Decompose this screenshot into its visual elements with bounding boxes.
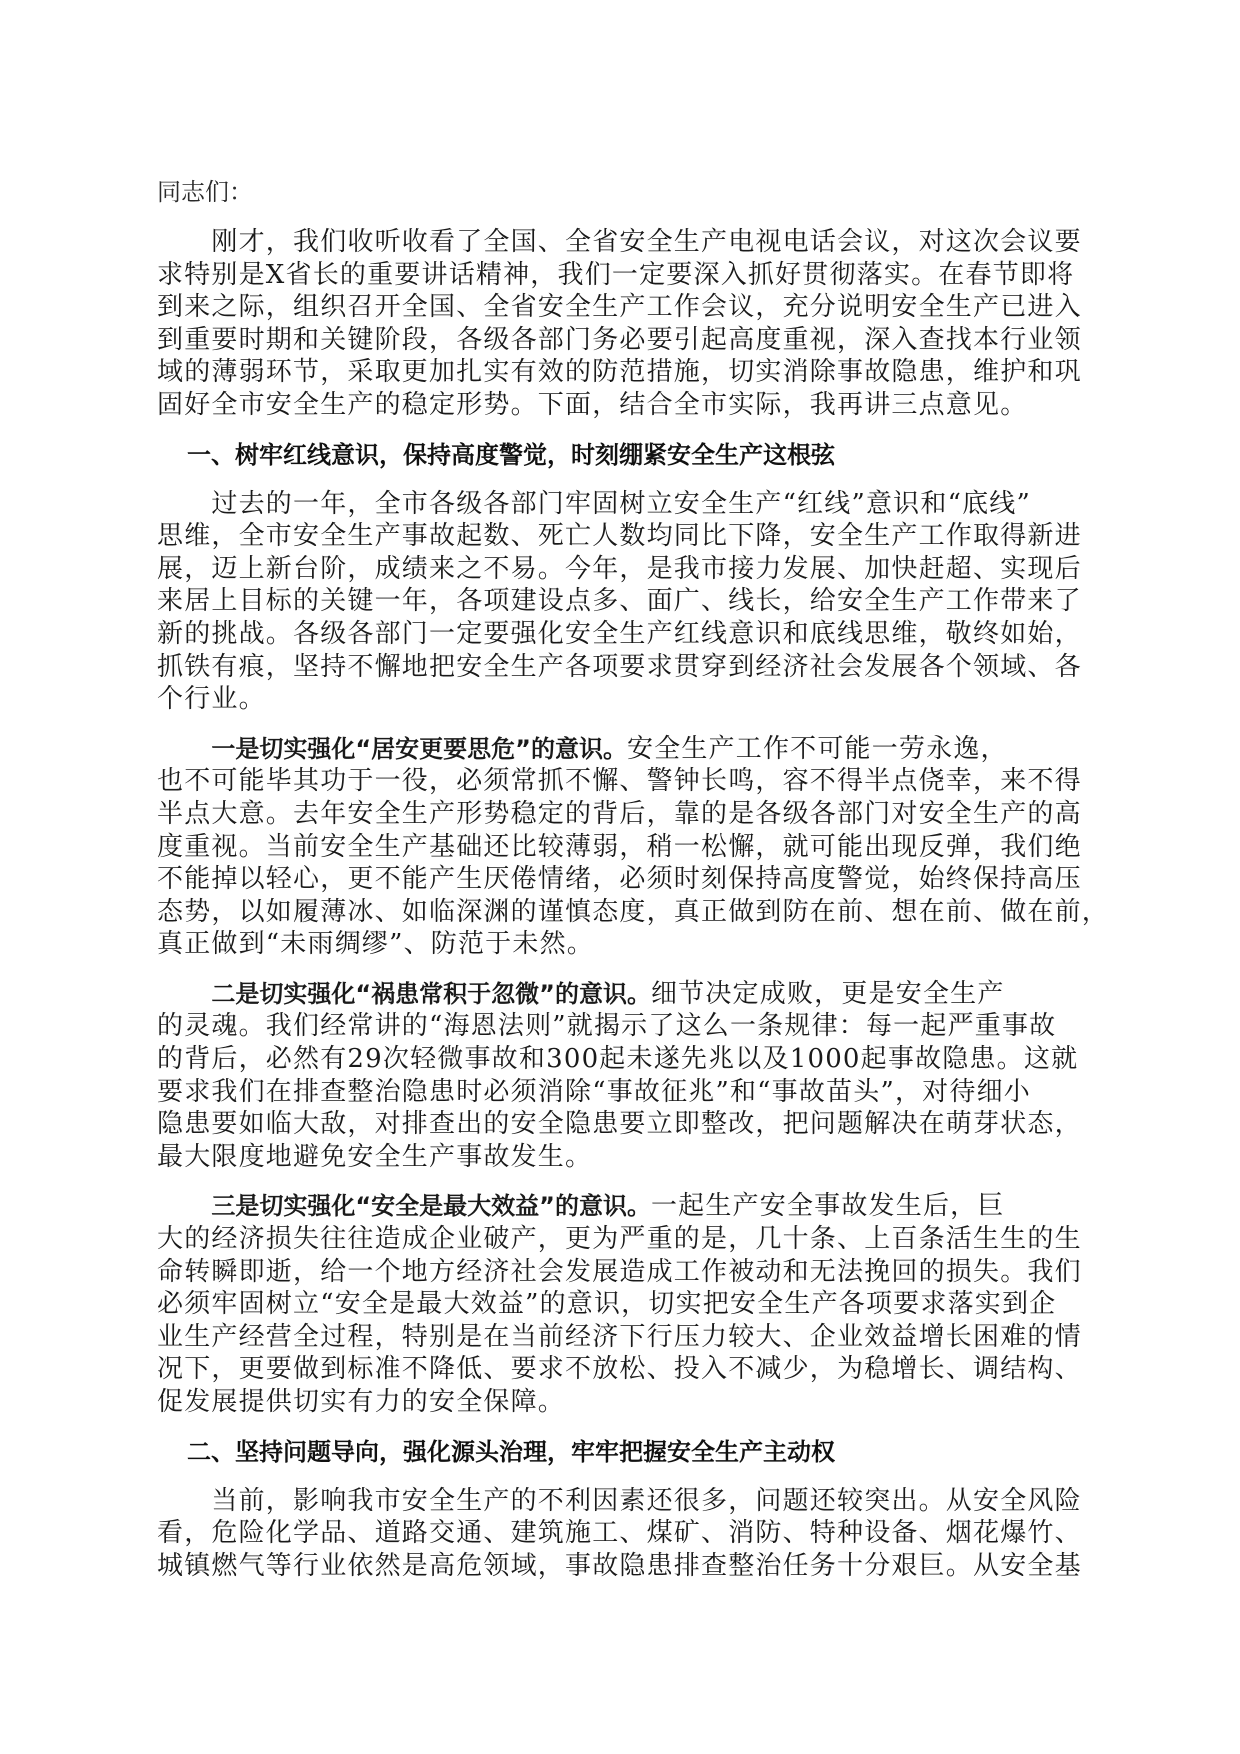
paragraph-line: 大的经济损失往往造成企业破产，更为严重的是，几十条、上百条活生生的生 [157,1224,1082,1255]
paragraph-line: 度重视。当前安全生产基础还比较薄弱，稍一松懈，就可能出现反弹，我们绝 [157,831,1082,862]
paragraph-line: 半点大意。去年安全生产形势稳定的背后，靠的是各级各部门对安全生产的高 [157,798,1082,829]
paragraph-line: 到来之际，组织召开全国、全省安全生产工作会议，充分说明安全生产已进入 [157,292,1082,323]
document-body [157,176,1110,1599]
paragraph-line: 来居上目标的关键一年，各项建设点多、面广、线长，给安全生产工作带来了 [157,586,1082,617]
section-heading: 一、树牢红线意识，保持高度警觉，时刻绷紧安全生产这根弦 [187,440,835,469]
paragraph-line: 求特别是X省长的重要讲话精神，我们一定要深入抓好贯彻落实。在春节即将 [157,259,1075,290]
paragraph-line: 促发展提供切实有力的安全保障。 [157,1387,566,1417]
paragraph-line: 隐患要如临大敌，对排查出的安全隐患要立即整改，把问题解决在萌芽状态， [157,1109,1082,1140]
paragraph-line [157,978,1047,1011]
paragraph-line: 刚才，我们收听收看了全国、全省安全生产电视电话会议，对这次会议要 [157,227,1082,257]
paragraph-line: 也不可能毕其功于一役，必须常抓不懈、警钟长鸣，容不得半点侥幸，来不得 [157,766,1082,797]
paragraph-line: 城镇燃气等行业依然是高危领域，事故隐患排查整治任务十分艰巨。从安全基 [157,1550,1082,1581]
paragraph [157,226,1082,422]
paragraph-line [157,1190,1047,1223]
paragraph-lead: 二是切实强化“祸患常积于忽微”的意识。 [211,979,651,1008]
paragraph [157,488,1082,716]
paragraph-line: 态势，以如履薄冰、如临深渊的谨慎态度，真正做到防在前、想在前、做在前， [157,896,1110,927]
paragraph-line: 新的挑战。各级各部门一定要强化安全生产红线意识和底线思维，敬终如始， [157,618,1082,649]
paragraph-lead: 一是切实强化“居安更要思危”的意识。 [211,734,627,763]
paragraph-line: 看，危险化学品、道路交通、建筑施工、煤矿、消防、特种设备、烟花爆竹、 [157,1518,1082,1549]
paragraph-line: 必须牢固树立“安全是最大效益”的意识，切实把安全生产各项要求落实到企 [157,1289,1057,1320]
paragraph-line: 到重要时期和关键阶段，各级各部门务必要引起高度重视，深入查找本行业领 [157,324,1082,355]
paragraph [157,1485,1082,1583]
paragraph-lead: 三是切实强化“安全是最大效益”的意识。 [211,1192,651,1221]
paragraph-line: 过去的一年，全市各级各部门牢固树立安全生产“红线”意识和“底线” [157,488,1031,519]
paragraph [157,733,1110,961]
paragraph-line: 况下，更要做到标准不降低、要求不放松、投入不减少，为稳增长、调结构、 [157,1354,1082,1385]
paragraph-line: 当前，影响我市安全生产的不利因素还很多，问题还较突出。从安全风险 [157,1485,1082,1516]
paragraph-line [157,733,1047,766]
paragraph-line: 展，迈上新台阶，成绩来之不易。今年，是我市接力发展、加快赶超、实现后 [157,553,1082,584]
paragraph-line: 的灵魂。我们经常讲的“海恩法则”就揭示了这么一条规律：每一起严重事故 [157,1011,1057,1042]
paragraph-line: 最大限度地避免安全生产事故发生。 [157,1141,593,1172]
paragraph-text: 一起生产安全事故发生后，巨 [650,1191,1005,1222]
paragraph-line: 真正做到“未雨绸缪”、防范于未然。 [157,929,594,960]
paragraph-line: 命转瞬即逝，给一个地方经济社会发展造成工作被动和无法挽回的损失。我们 [157,1256,1082,1287]
paragraph-line: 不能掉以轻心，更不能产生厌倦情绪，必须时刻保持高度警觉，始终保持高压 [157,864,1082,895]
greeting: 同志们： [157,178,253,206]
paragraph-line: 域的薄弱环节，采取更加扎实有效的防范措施，切实消除事故隐患，维护和巩 [157,357,1082,388]
paragraph [157,1190,1082,1418]
paragraph-line: 思维，全市安全生产事故起数、死亡人数均同比下降，安全生产工作取得新进 [157,521,1082,552]
paragraph-line: 个行业。 [157,684,266,715]
paragraph-text: 安全生产工作不可能一劳永逸， [626,733,1008,764]
section-heading: 二、坚持问题导向，强化源头治理，牢牢把握安全生产主动权 [187,1437,835,1466]
paragraph-line: 的背后，必然有29次轻微事故和300起未遂先兆以及1000起事故隐患。这就 [157,1044,1079,1075]
paragraph-text: 细节决定成败，更是安全生产 [650,978,1005,1009]
paragraph [157,978,1082,1174]
paragraph-line: 业生产经营全过程，特别是在当前经济下行压力较大、企业效益增长困难的情 [157,1321,1082,1352]
paragraph-line: 抓铁有痕，坚持不懈地把安全生产各项要求贯穿到经济社会发展各个领域、各 [157,651,1082,682]
paragraph-line: 固好全市安全生产的稳定形势。下面，结合全市实际，我再讲三点意见。 [157,389,1028,420]
document-blocks [157,226,1110,1582]
paragraph-line: 要求我们在排查整治隐患时必须消除“事故征兆”和“事故苗头”，对待细小 [157,1076,1031,1107]
